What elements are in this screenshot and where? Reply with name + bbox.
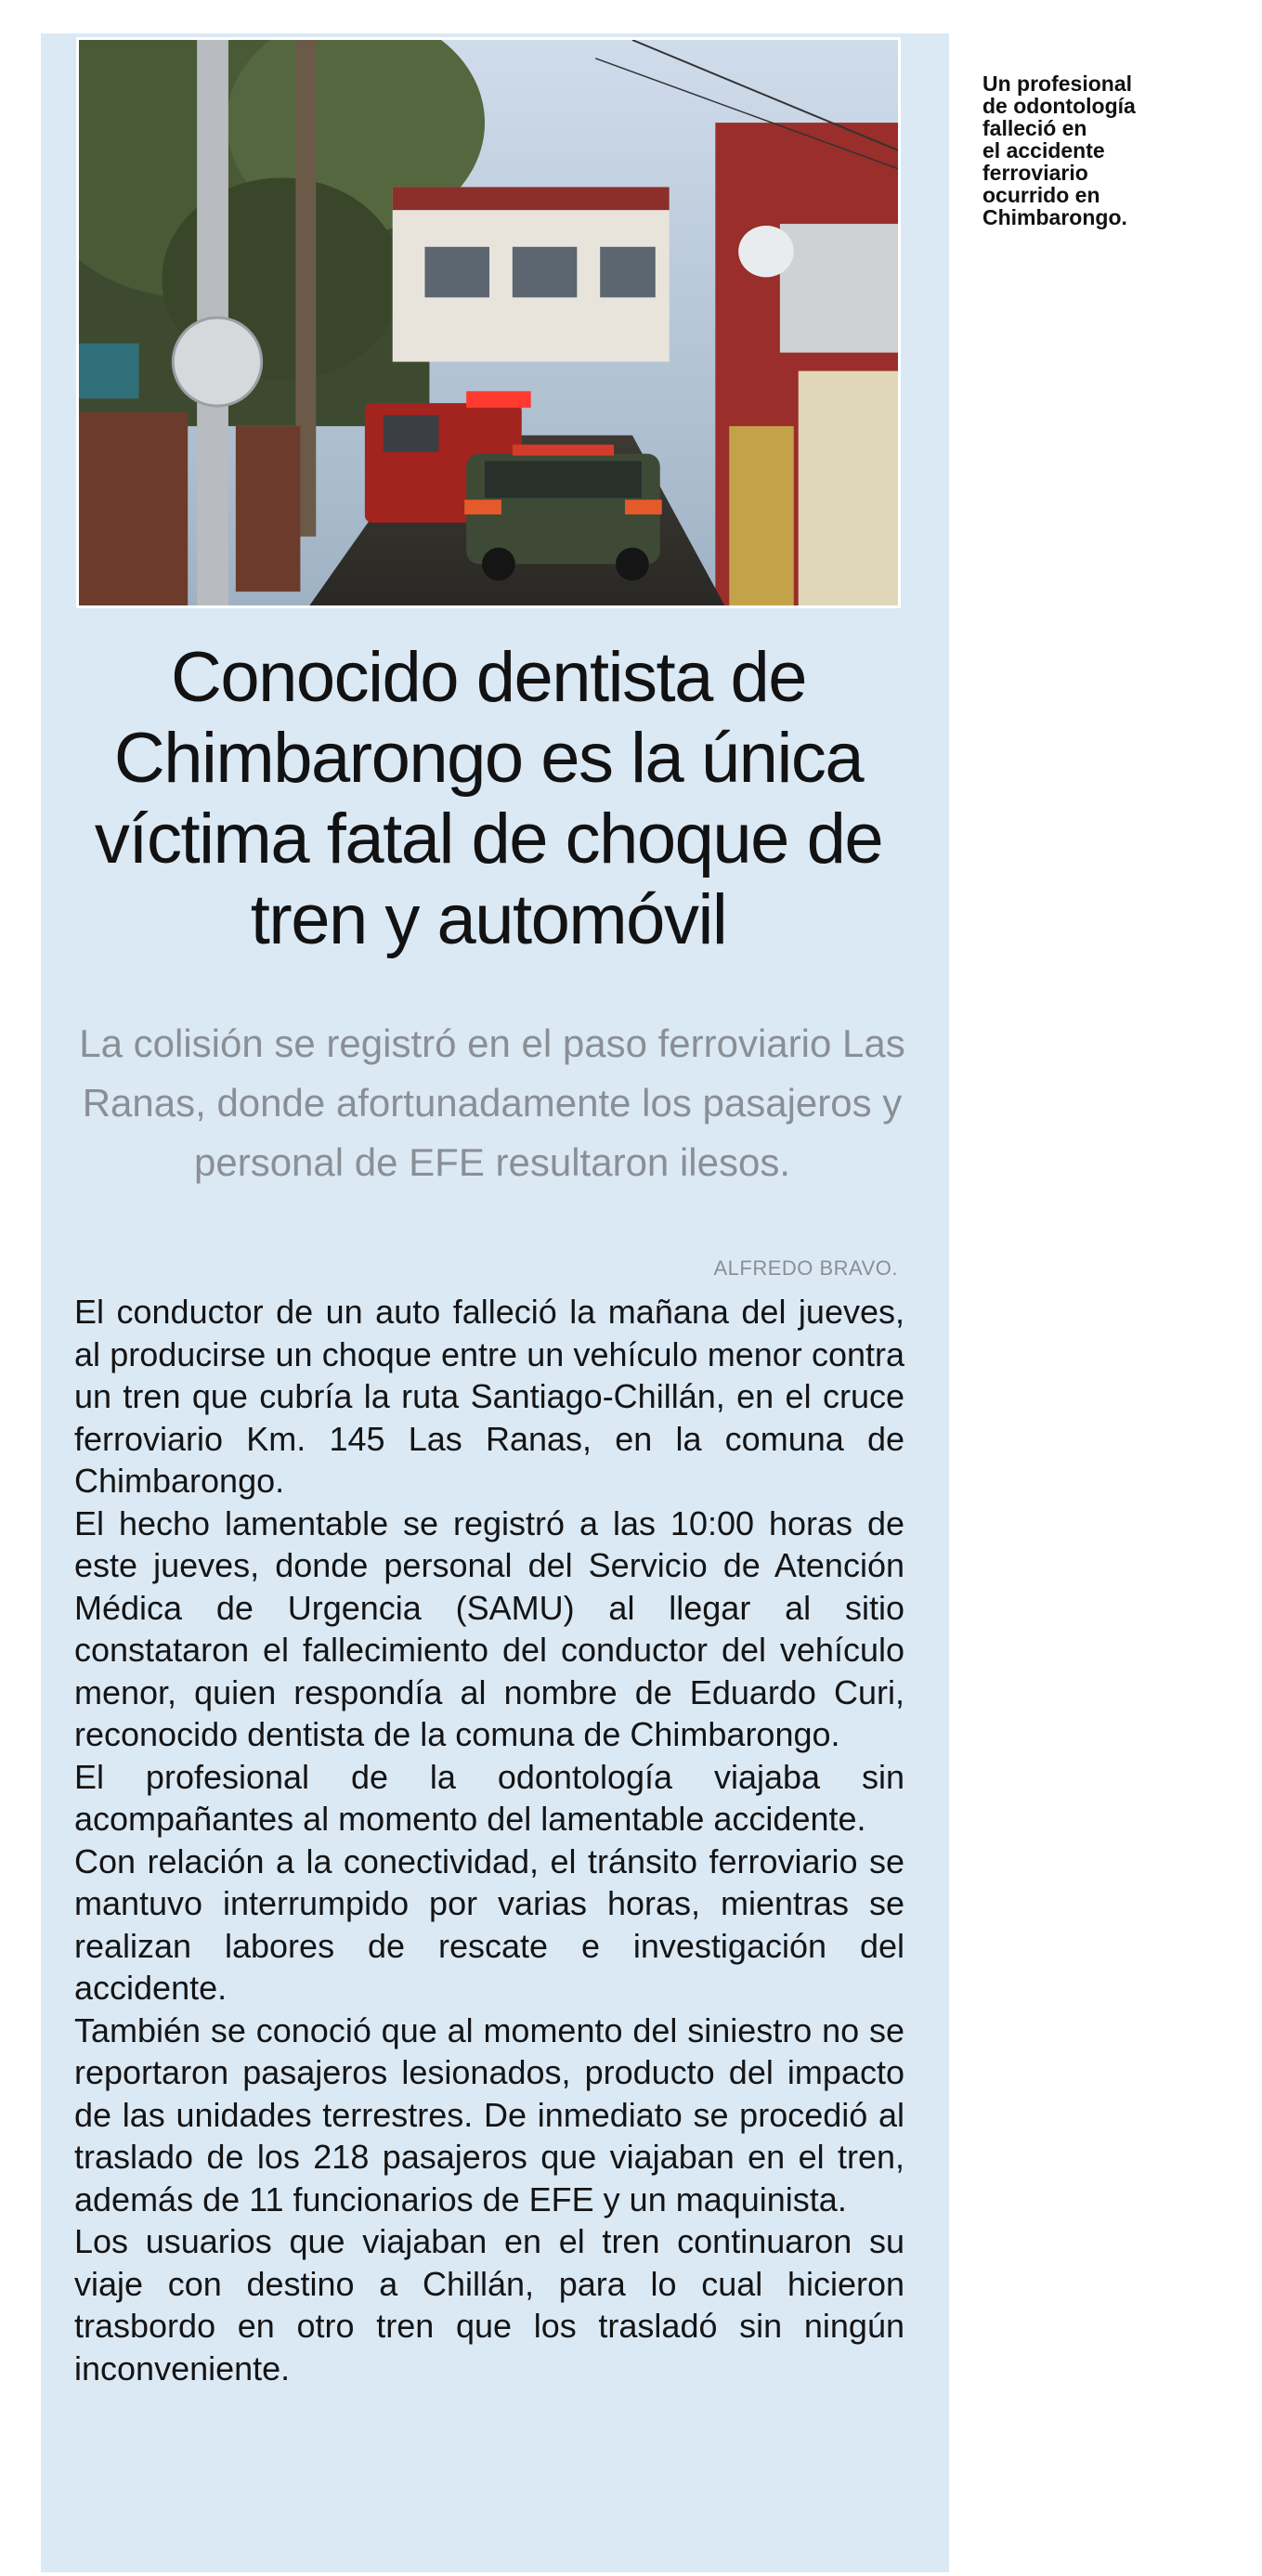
body-paragraph: Con relación a la conectividad, el tránsito ferroviario se mantuvo interrumpido por varias horas, mientras se realizan labores de rescate e investigación del accidente.: [74, 1841, 904, 2007]
article-body: [74, 1291, 904, 2389]
accident-scene-illustration: [79, 40, 898, 605]
body-paragraph: También se conoció que al momento del siniestro no se reportaron pasajeros lesionados, producto del impacto de las unidades terrestres. De inmediato se procedió al traslado de los 218 pasajeros que viajaban en el tren, además de 11 funcionarios de EFE y un maquinista.: [74, 2010, 904, 2218]
body-paragraph: El conductor de un auto falleció la mañana del jueves, al producirse un choque entre un vehículo menor contra un tren que cubría la ruta Santiago-Chillán, en el cruce ferroviario Km. 145 Las Ranas, en la comuna de Chimbarongo.: [74, 1293, 904, 1500]
photo-caption: Un profesional de odontología falleció en el accidente ferroviario ocurrido en Chimbarongo.: [982, 72, 1136, 229]
byline: ALFREDO BRAVO.: [713, 1256, 898, 1280]
subheadline: La colisión se registró en el paso ferroviario Las Ranas, donde afortunadamente los pasajeros y personal de EFE resultaron ilesos.: [79, 1021, 905, 1184]
body-paragraph: El profesional de la odontología viajaba sin acompañantes al momento del lamentable accidente.: [74, 1757, 904, 1838]
accident-scene-photo: [76, 37, 901, 608]
body-paragraph: El hecho lamentable se registró a las 10:00 horas de este jueves, donde personal del Servicio de Atención Médica de Urgencia (SAMU) al llegar al sitio constataron el fallecimiento del conductor del vehículo menor, quien respondía al nombre de Eduardo Curi, reconocido dentista de la comuna de Chimbarongo.: [74, 1503, 904, 1753]
body-paragraph: Los usuarios que viajaban en el tren continuaron su viaje con destino a Chillán, para lo cual hicieron trasbordo en otro tren que los trasladó sin ningún inconveniente.: [74, 2222, 904, 2387]
headline: Conocido dentista de Chimbarongo es la única víctima fatal de choque de tren y automóvil: [94, 638, 883, 959]
